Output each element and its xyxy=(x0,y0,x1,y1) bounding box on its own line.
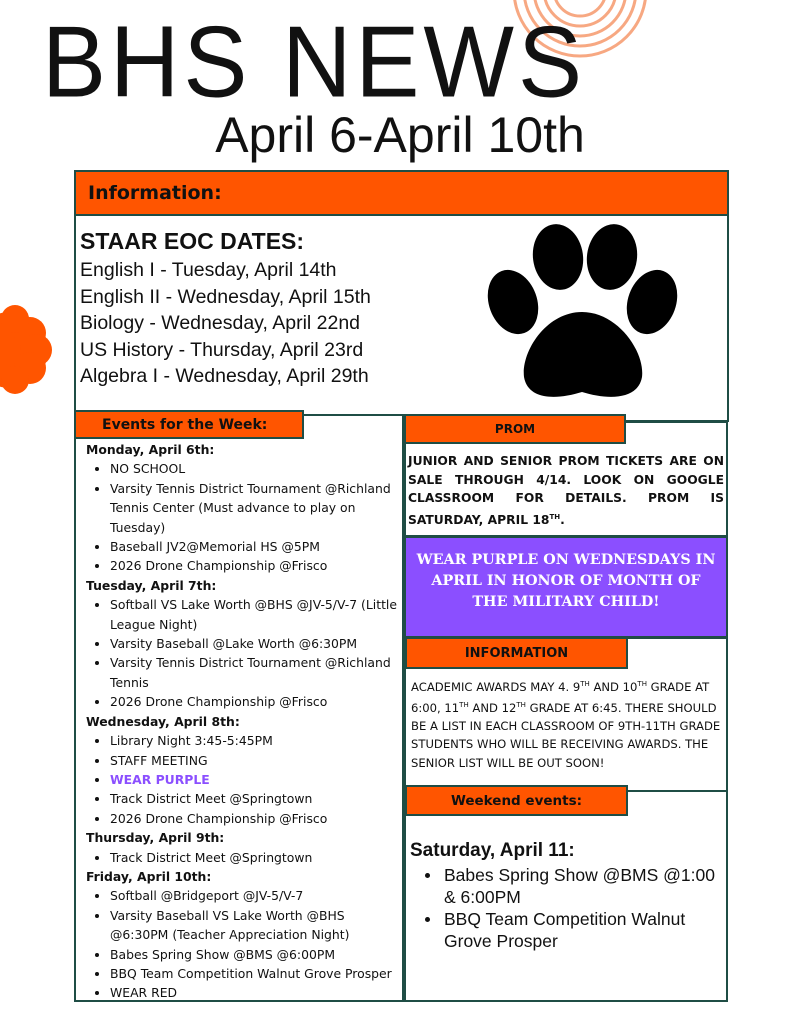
events-list xyxy=(86,440,398,1003)
sup: TH xyxy=(637,680,647,688)
event-day: Friday, April 10th: xyxy=(86,868,212,884)
event-day: Tuesday, April 7th: xyxy=(86,577,217,593)
event-item: Track District Meet @Springtown xyxy=(110,848,398,867)
event-item: Varsity Tennis District Tournament @Richland Tennis xyxy=(110,653,398,692)
date-range-subtitle: April 6-April 10th xyxy=(215,107,585,163)
prom-heading: PROM xyxy=(404,414,626,444)
events-heading: Events for the Week: xyxy=(74,410,304,439)
event-item: NO SCHOOL xyxy=(110,459,398,478)
event-item: Softball VS Lake Worth @BHS @JV-5/V-7 (Little League Night) xyxy=(110,595,398,634)
event-item: Library Night 3:45-5:45PM xyxy=(110,731,398,750)
event-day: Monday, April 6th: xyxy=(86,442,215,457)
event-day: Thursday, April 9th: xyxy=(86,830,225,846)
event-item: Babes Spring Show @BMS @6:00PM xyxy=(110,945,398,964)
orange-blob-decoration xyxy=(0,305,60,395)
staar-date: Biology - Wednesday, April 22nd xyxy=(80,312,361,334)
wear-purple-banner: WEAR PURPLE ON WEDNESDAYS IN APRIL IN HONOR OF MONTH OF THE MILITARY CHILD! xyxy=(404,536,728,638)
event-item: Track District Meet @Springtown xyxy=(110,789,398,808)
text: AND 10 xyxy=(589,679,638,694)
sup: TH xyxy=(516,701,526,710)
text: GRADE AT 6:00, 11 xyxy=(411,679,710,715)
weekend-day: Saturday, April 11: xyxy=(410,840,575,861)
staar-date: English I - Tuesday, April 14th xyxy=(80,259,337,281)
event-item: BBQ Team Competition Walnut Grove Prosper xyxy=(110,964,398,983)
event-item-wear-purple: WEAR PURPLE xyxy=(110,770,398,789)
prom-text-body: JUNIOR AND SENIOR PROM TICKETS ARE ON SALE THROUGH 4/14. LOOK ON GOOGLE CLASSROOM FOR DETAILS. PROM IS SATURDAY, APRIL 18 xyxy=(408,454,724,527)
event-item: Baseball JV2@Memorial HS @5PM xyxy=(110,537,398,556)
information-heading: Information: xyxy=(74,170,729,216)
staar-date: US History - Thursday, April 23rd xyxy=(80,338,364,361)
weekend-item: Babes Spring Show @BMS @1:00 & 6:00PM xyxy=(444,864,726,908)
prom-text-end: . xyxy=(560,512,565,527)
prom-text xyxy=(408,452,724,529)
sup: TH xyxy=(459,701,469,710)
staar-dates xyxy=(80,228,371,390)
text: ACADEMIC AWARDS MAY 4. 9 xyxy=(411,679,581,694)
event-item: 2026 Drone Championship @Frisco xyxy=(110,692,398,711)
prom-sup: TH xyxy=(549,512,561,521)
awards-info-heading: INFORMATION xyxy=(405,637,628,669)
text: AND 12 xyxy=(468,700,517,715)
awards-info-text xyxy=(411,675,726,772)
event-item: STAFF MEETING xyxy=(110,751,398,770)
staar-date: English II - Wednesday, April 15th xyxy=(80,285,371,308)
event-item: Softball @Bridgeport @JV-5/V-7 xyxy=(110,886,398,905)
weekend-heading: Weekend events: xyxy=(405,785,628,816)
event-item: 2026 Drone Championship @Frisco xyxy=(110,556,398,575)
text: GRADE AT 6:45. THERE SHOULD BE A LIST IN EACH CLASSROOM OF 9TH-11TH GRADE STUDENTS WHO WILL BE RECEIVING AWARDS. THE SENIOR LIST WILL BE OUT SOON! xyxy=(411,700,721,770)
page-title: BHS NEWS xyxy=(42,6,587,119)
paw-print-icon xyxy=(486,222,678,402)
staar-title: STAAR EOC DATES: xyxy=(80,228,305,254)
event-item: Varsity Baseball @Lake Worth @6:30PM xyxy=(110,634,398,653)
event-day: Wednesday, April 8th: xyxy=(86,713,240,729)
event-item: WEAR RED xyxy=(110,983,398,1002)
event-item: Varsity Tennis District Tournament @Richland Tennis Center (Must advance to play on Tuesday) xyxy=(110,479,398,537)
weekend-events xyxy=(410,840,726,952)
staar-date: Algebra I - Wednesday, April 29th xyxy=(80,365,369,387)
weekend-item: BBQ Team Competition Walnut Grove Prosper xyxy=(444,908,726,952)
sup: TH xyxy=(580,680,590,688)
event-item: 2026 Drone Championship @Frisco xyxy=(110,809,398,828)
event-item: Varsity Baseball VS Lake Worth @BHS @6:30PM (Teacher Appreciation Night) xyxy=(110,906,398,945)
